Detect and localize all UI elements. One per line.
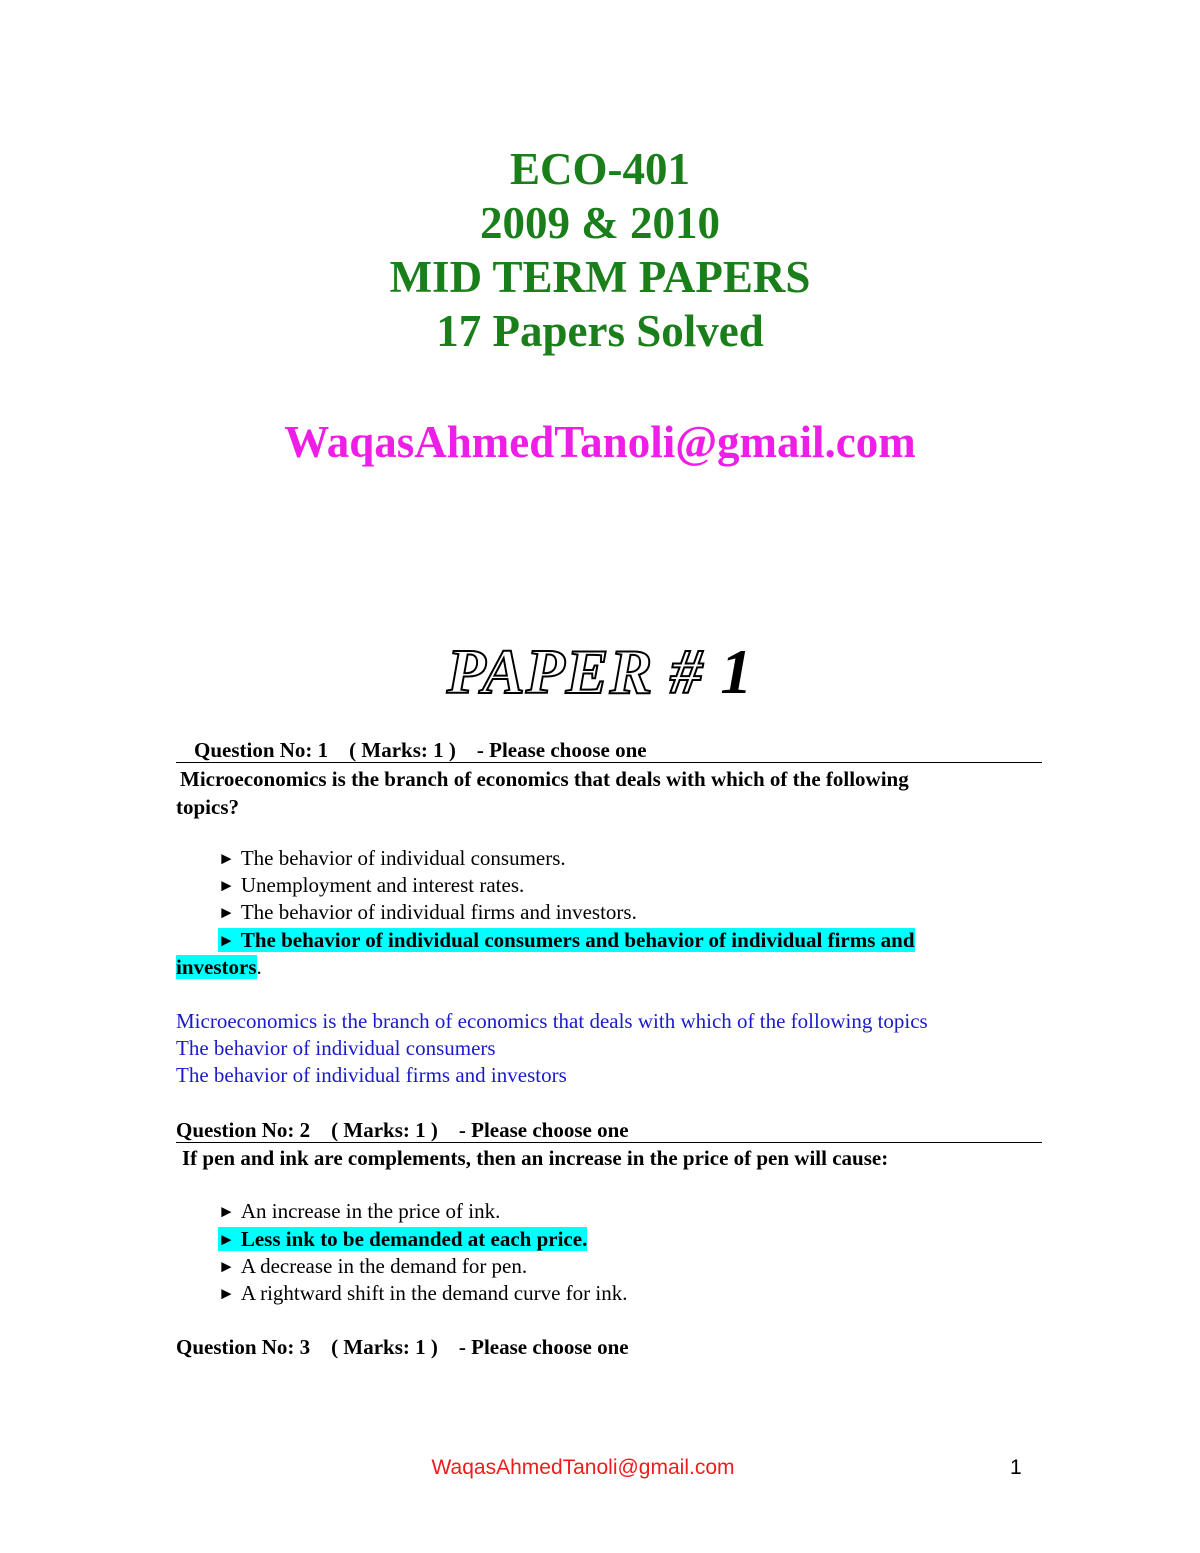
paper-heading-label: PAPER #	[446, 636, 704, 707]
triangle-bullet-icon: ►	[218, 1257, 235, 1276]
page-number: 1	[1010, 1456, 1022, 1479]
triangle-bullet-icon: ►	[218, 1202, 235, 1221]
question-1-option-3: ► The behavior of individual firms and investors.	[218, 900, 637, 924]
footer-email: WaqasAhmedTanoli@gmail.com	[431, 1456, 735, 1479]
answer-note	[176, 1008, 1076, 1089]
question-2-option-1: ► An increase in the price of ink.	[218, 1199, 501, 1223]
question-1-text-line-1: Microeconomics is the branch of economics that deals with which of the following	[180, 767, 909, 791]
answer-note-line-2: The behavior of individual consumers	[176, 1036, 496, 1060]
triangle-bullet-icon: ►	[218, 849, 235, 868]
question-2-option-4: ► A rightward shift in the demand curve for ink.	[218, 1281, 628, 1305]
author-email: WaqasAhmedTanoli@gmail.com	[284, 417, 916, 467]
triangle-bullet-icon: ►	[218, 876, 235, 895]
document-type: MID TERM PAPERS	[389, 252, 811, 302]
years: 2009 & 2010	[480, 198, 720, 248]
triangle-bullet-icon: ►	[218, 931, 235, 950]
paper-heading	[0, 636, 1200, 708]
course-code: ECO-401	[510, 144, 690, 194]
question-1-correct-option-line-2: investors.	[176, 955, 262, 979]
triangle-bullet-icon: ►	[218, 1284, 235, 1303]
question-1-option-1: ► The behavior of individual consumers.	[218, 846, 566, 870]
question-1-option-2: ► Unemployment and interest rates.	[218, 873, 525, 897]
papers-count: 17 Papers Solved	[436, 306, 764, 356]
question-2-option-3: ► A decrease in the demand for pen.	[218, 1254, 528, 1278]
question-2-text: If pen and ink are complements, then an increase in the price of pen will cause:	[182, 1146, 889, 1170]
triangle-bullet-icon: ►	[218, 903, 235, 922]
paper-heading-number: 1	[720, 636, 754, 707]
answer-note-line-1: Microeconomics is the branch of economics that deals with which of the following topics	[176, 1009, 928, 1033]
question-1-text	[176, 765, 1046, 821]
question-1-header: Question No: 1 ( Marks: 1 ) - Please choose one	[176, 737, 1042, 763]
triangle-bullet-icon: ►	[218, 1230, 235, 1249]
question-2-correct-option: ► Less ink to be demanded at each price.	[218, 1227, 588, 1251]
question-1-correct-option-line-1: ► The behavior of individual consumers and behavior of individual firms and	[218, 928, 915, 952]
question-1-text-line-2: topics?	[176, 795, 239, 819]
question-3-header: Question No: 3 ( Marks: 1 ) - Please choose one	[176, 1335, 629, 1359]
question-2-header: Question No: 2 ( Marks: 1 ) - Please choose one	[176, 1117, 1042, 1143]
answer-note-line-3: The behavior of individual firms and investors	[176, 1063, 567, 1087]
title-block	[0, 142, 1200, 358]
